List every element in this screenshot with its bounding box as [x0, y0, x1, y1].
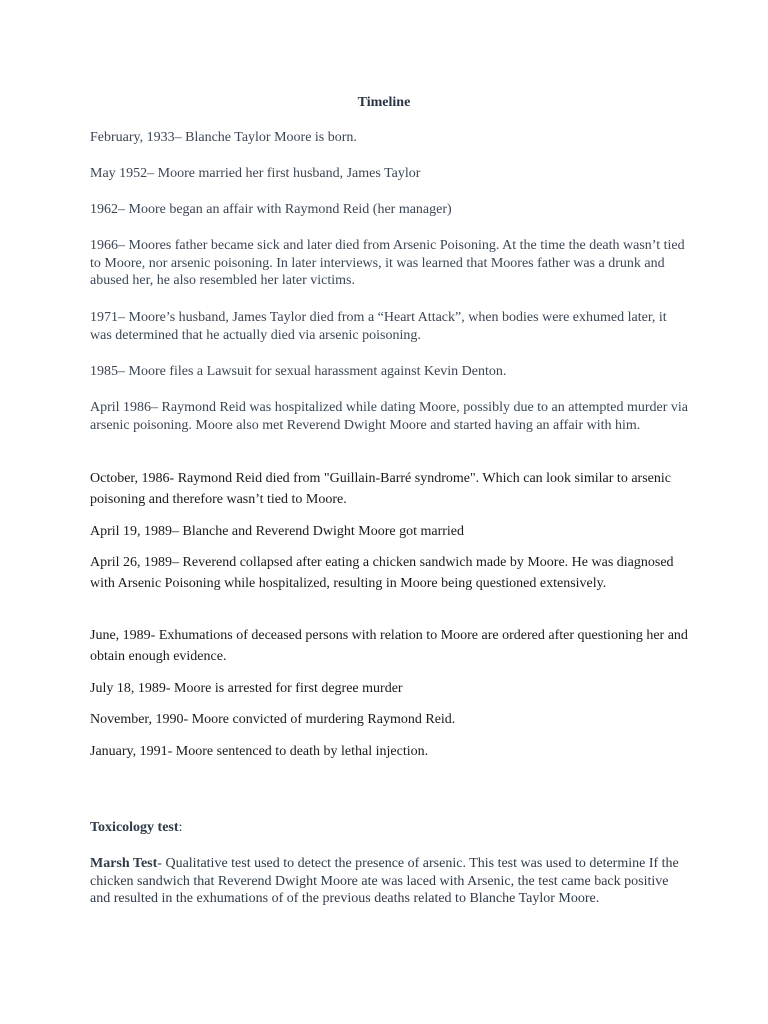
timeline-entry: 1966– Moores father became sick and later died from Arsenic Poisoning. At the time the death wasn’t tied to Moore, nor arsenic poisoning. In later interviews, it was learned that Moores father was a drunk and abused her, he also resembled her later victims. — [90, 238, 685, 288]
timeline-entry: 1962– Moore began an affair with Raymond Reid (her manager) — [90, 202, 452, 217]
timeline-heading: Timeline — [357, 95, 411, 110]
timeline-entry: November, 1990- Moore convicted of murdering Raymond Reid. — [90, 712, 456, 727]
toxicology-heading-label: Toxicology test — [90, 820, 179, 835]
timeline-entry: 1971– Moore’s husband, James Taylor died from a “Heart Attack”, when bodies were exhumed later, it was determined that he actually died via arsenic poisoning. — [90, 310, 667, 343]
timeline-entry: May 1952– Moore married her first husband, James Taylor — [90, 166, 421, 181]
timeline-entry: February, 1933– Blanche Taylor Moore is born. — [90, 130, 357, 145]
timeline-entry: June, 1989- Exhumations of deceased persons with relation to Moore are ordered after questioning her and obtain enough evidence. — [90, 628, 688, 664]
marsh-test-text: - Qualitative test used to detect the presence of arsenic. This test was used to determine If the chicken sandwich that Reverend Dwight Moore ate was laced with Arsenic, the test came back positive and resulted in the exhumations of of the previous deaths related to Blanche Taylor Moore. — [90, 856, 679, 906]
marsh-test-label: Marsh Test — [90, 856, 158, 871]
timeline-entry: January, 1991- Moore sentenced to death by lethal injection. — [90, 744, 429, 759]
marsh-test-paragraph — [90, 855, 690, 908]
timeline-entry: April 1986– Raymond Reid was hospitalized while dating Moore, possibly due to an attempted murder via arsenic poisoning. Moore also met Reverend Dwight Moore and started having an affair with him. — [90, 400, 689, 433]
toxicology-heading-colon: : — [178, 820, 183, 835]
timeline-entry: 1985– Moore files a Lawsuit for sexual harassment against Kevin Denton. — [90, 364, 507, 379]
timeline-entry: April 19, 1989– Blanche and Reverend Dwight Moore got married — [90, 524, 465, 539]
timeline-entry: July 18, 1989- Moore is arrested for first degree murder — [90, 681, 403, 696]
timeline-entry: April 26, 1989– Reverend collapsed after eating a chicken sandwich made by Moore. He was diagnosed with Arsenic Poisoning while hospitalized, resulting in Moore being questioned extensively. — [90, 555, 674, 591]
toxicology-heading — [90, 819, 182, 836]
timeline-entry: October, 1986- Raymond Reid died from "Guillain-Barré syndrome". Which can look similar to arsenic poisoning and therefore wasn’t tied to Moore. — [90, 471, 671, 507]
